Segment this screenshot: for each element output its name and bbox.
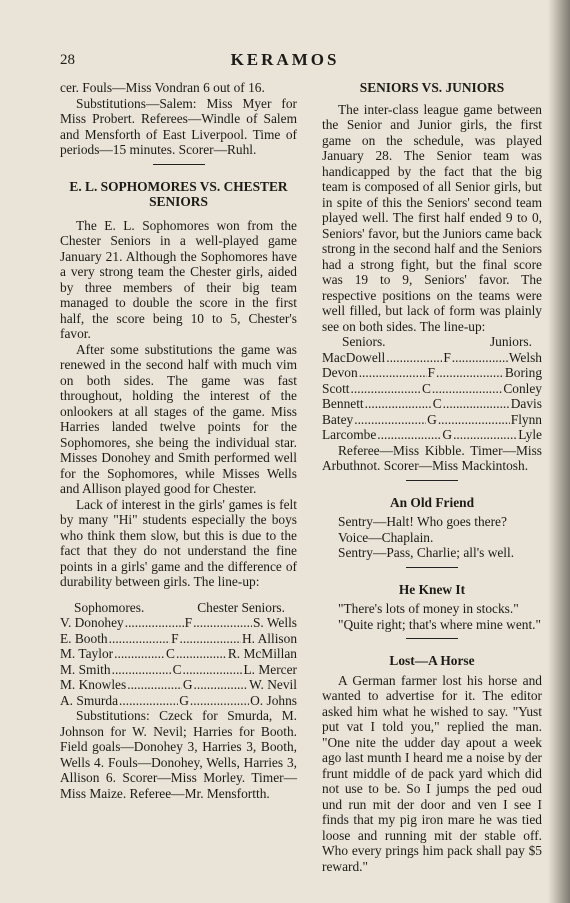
article-title-seniors-juniors: SENIORS VS. JUNIORS (359, 80, 505, 95)
player-name: S. Wells (252, 615, 297, 630)
page-number: 28 (60, 52, 75, 68)
player-name: A. Smurda (60, 692, 119, 708)
player-name: Welsh (508, 349, 542, 365)
lineup-row (322, 427, 542, 443)
article-paragraph: The E. L. Sophomores won from the Chester Seniors in a well-played game January 21. Although the Sophomores have a very strong team the Chester girls, aided by three members of their big team managed to double the score in the first half, the score being 10 to 5, Chester's favor. (60, 217, 297, 341)
joke-title: An Old Friend (389, 494, 475, 510)
player-name: Larcombe (322, 427, 377, 442)
officials-paragraph: Referee—Miss Kibble. Timer—Miss Arbuthnot. Scorer—Miss Mackintosh. (322, 442, 542, 473)
lineup-row (60, 662, 297, 678)
lineup-table (322, 350, 542, 443)
player-name: O. Johns (250, 692, 298, 708)
lineup-row (322, 365, 542, 381)
player-position: F (171, 630, 179, 646)
player-position: F (443, 349, 451, 365)
joke-title: He Knew It (398, 581, 466, 597)
lineup-table (60, 615, 297, 708)
player-position: C (166, 646, 175, 661)
page-edge-shadow (548, 0, 570, 903)
player-position: G (179, 692, 189, 708)
player-position: F (184, 615, 193, 630)
player-name: V. Donohey (60, 615, 124, 630)
player-position: C (432, 396, 442, 411)
lineup-team-label: Sophomores. (74, 599, 145, 615)
player-position: G (427, 411, 437, 427)
article-paragraph: The inter-class league game between the Senior and Junior girls, the first game on the schedule, was played January 28. The Senior team was handicapped by the fact that the big team is composed of all Senior girls, but in spite of this the Seniors' second team played well. The first half ended 9 to 0, Seniors' favor, but the Juniors came back strong in the second half and the Seniors had a strong fight, but the final score was 19 to 9, Seniors' favor. The respective positions on the teams were well filled, but lack of form was plainly see on both sides. The line-up: (322, 101, 542, 334)
player-position: C (421, 380, 431, 396)
story-title: Lost—A Horse (389, 653, 475, 668)
lineup-team-label: Seniors. (342, 334, 386, 349)
player-name: H. Allison (241, 630, 298, 646)
lineup-row (60, 693, 297, 709)
player-name: Conley (503, 380, 542, 396)
article-title-sophomores-chester: E. L. SOPHOMORES VS. CHESTER SENIORS (69, 178, 288, 209)
section-divider (406, 480, 458, 481)
section-divider (406, 567, 458, 568)
left-column (60, 80, 297, 801)
lineup-row (322, 381, 542, 397)
lineup-header (322, 334, 542, 350)
player-name: M. Taylor (60, 646, 114, 661)
player-name: Bennett (322, 396, 364, 411)
player-name: Flynn (510, 411, 543, 427)
joke-line: Sentry—Pass, Charlie; all's well. (338, 545, 515, 560)
right-column (322, 80, 542, 874)
substitutions-paragraph: Substitutions—Salem: Miss Myer for Miss Probert. Referees—Windle of Salem and Mensforth of East Liverpool. Time of periods—15 minutes. Scorer—Ruhl. (60, 95, 297, 157)
player-name: Devon (322, 365, 358, 380)
player-name: Boring (504, 365, 543, 380)
player-position: F (427, 365, 435, 380)
lineup-row (322, 350, 542, 366)
running-header: KERAMOS (230, 50, 340, 69)
joke-line: "Quite right; that's where mine went." (338, 616, 541, 632)
joke-line: "There's lots of money in stocks." (338, 601, 519, 616)
intro-text: cer. Fouls—Miss Vondran 6 out of 16. (60, 80, 265, 95)
article-paragraph: Lack of interest in the girls' games is felt by many "Hi" students especially the boys who think them slow, but this is due to the fact that they do not understand the fine points in a girls' game and the difference of durability between girls. The line-up: (60, 496, 297, 589)
lineup-row (60, 646, 297, 662)
player-name: Lyle (518, 427, 543, 442)
lineup-row (60, 677, 297, 693)
lineup-team-label: Juniors. (489, 334, 532, 349)
player-name: MacDowell (322, 349, 386, 365)
lineup-header (60, 600, 297, 616)
lineup-team-label: Chester Seniors. (197, 599, 285, 615)
lineup-row (322, 412, 542, 428)
lineup-row (322, 396, 542, 412)
player-name: W. Nevil (249, 677, 297, 692)
player-position: G (442, 427, 453, 442)
section-divider (406, 638, 458, 639)
story-paragraph: A German farmer lost his horse and wanted to advertise for it. The editor asked him what he wished to say. "Yust put vat I told you," replied the man. "One nite the udder day apout a week ago last munth I heard me a noise by der frunt middle of de pack yard which did not use to be. So I jumps the ped oud und run mit der door and ven I see I finds that my pig iron mare he was tied loose and running mit der stable off. Who every prings him pack shall pay $5 reward." (322, 672, 542, 874)
player-name: Davis (510, 396, 542, 411)
lineup-row (60, 615, 297, 631)
player-position: G (182, 677, 193, 692)
player-name: L. Mercer (243, 661, 298, 677)
player-name: Scott (322, 380, 350, 396)
player-name: R. McMillan (227, 646, 297, 661)
player-name: E. Booth (60, 630, 108, 646)
player-name: M. Knowles (60, 677, 127, 692)
joke-line: Sentry—Halt! Who goes there? (338, 514, 507, 529)
substitutions-paragraph: Substitutions: Czeck for Smurda, M. Johnson for W. Nevil; Harries for Booth. Field goals—Donohey 3, Harries 3, Booth, Wells 4. Fouls—Donohey, Wells, Harries 3, Allison 6. Scorer—Miss Morley. Timer—Miss Maize. Referee—Mr. Mensfortth. (60, 708, 297, 801)
lineup-row (60, 631, 297, 647)
player-name: M. Smith (60, 661, 111, 677)
player-position: C (172, 661, 182, 677)
player-name: Batey (322, 411, 354, 427)
section-divider (153, 164, 205, 165)
joke-line: Voice—Chaplain. (338, 529, 434, 545)
article-paragraph: After some substitutions the game was renewed in the second half with much vim on both sides. The game was fast throughout, holding the interest of the onlookers at all stages of the game. Miss Harries landed twelve points for the Sophomores, she being the individual star. Misses Donohey and Smith performed well for the Sophomores, while Misses Wells and Allison played good for Chester. (60, 341, 297, 496)
